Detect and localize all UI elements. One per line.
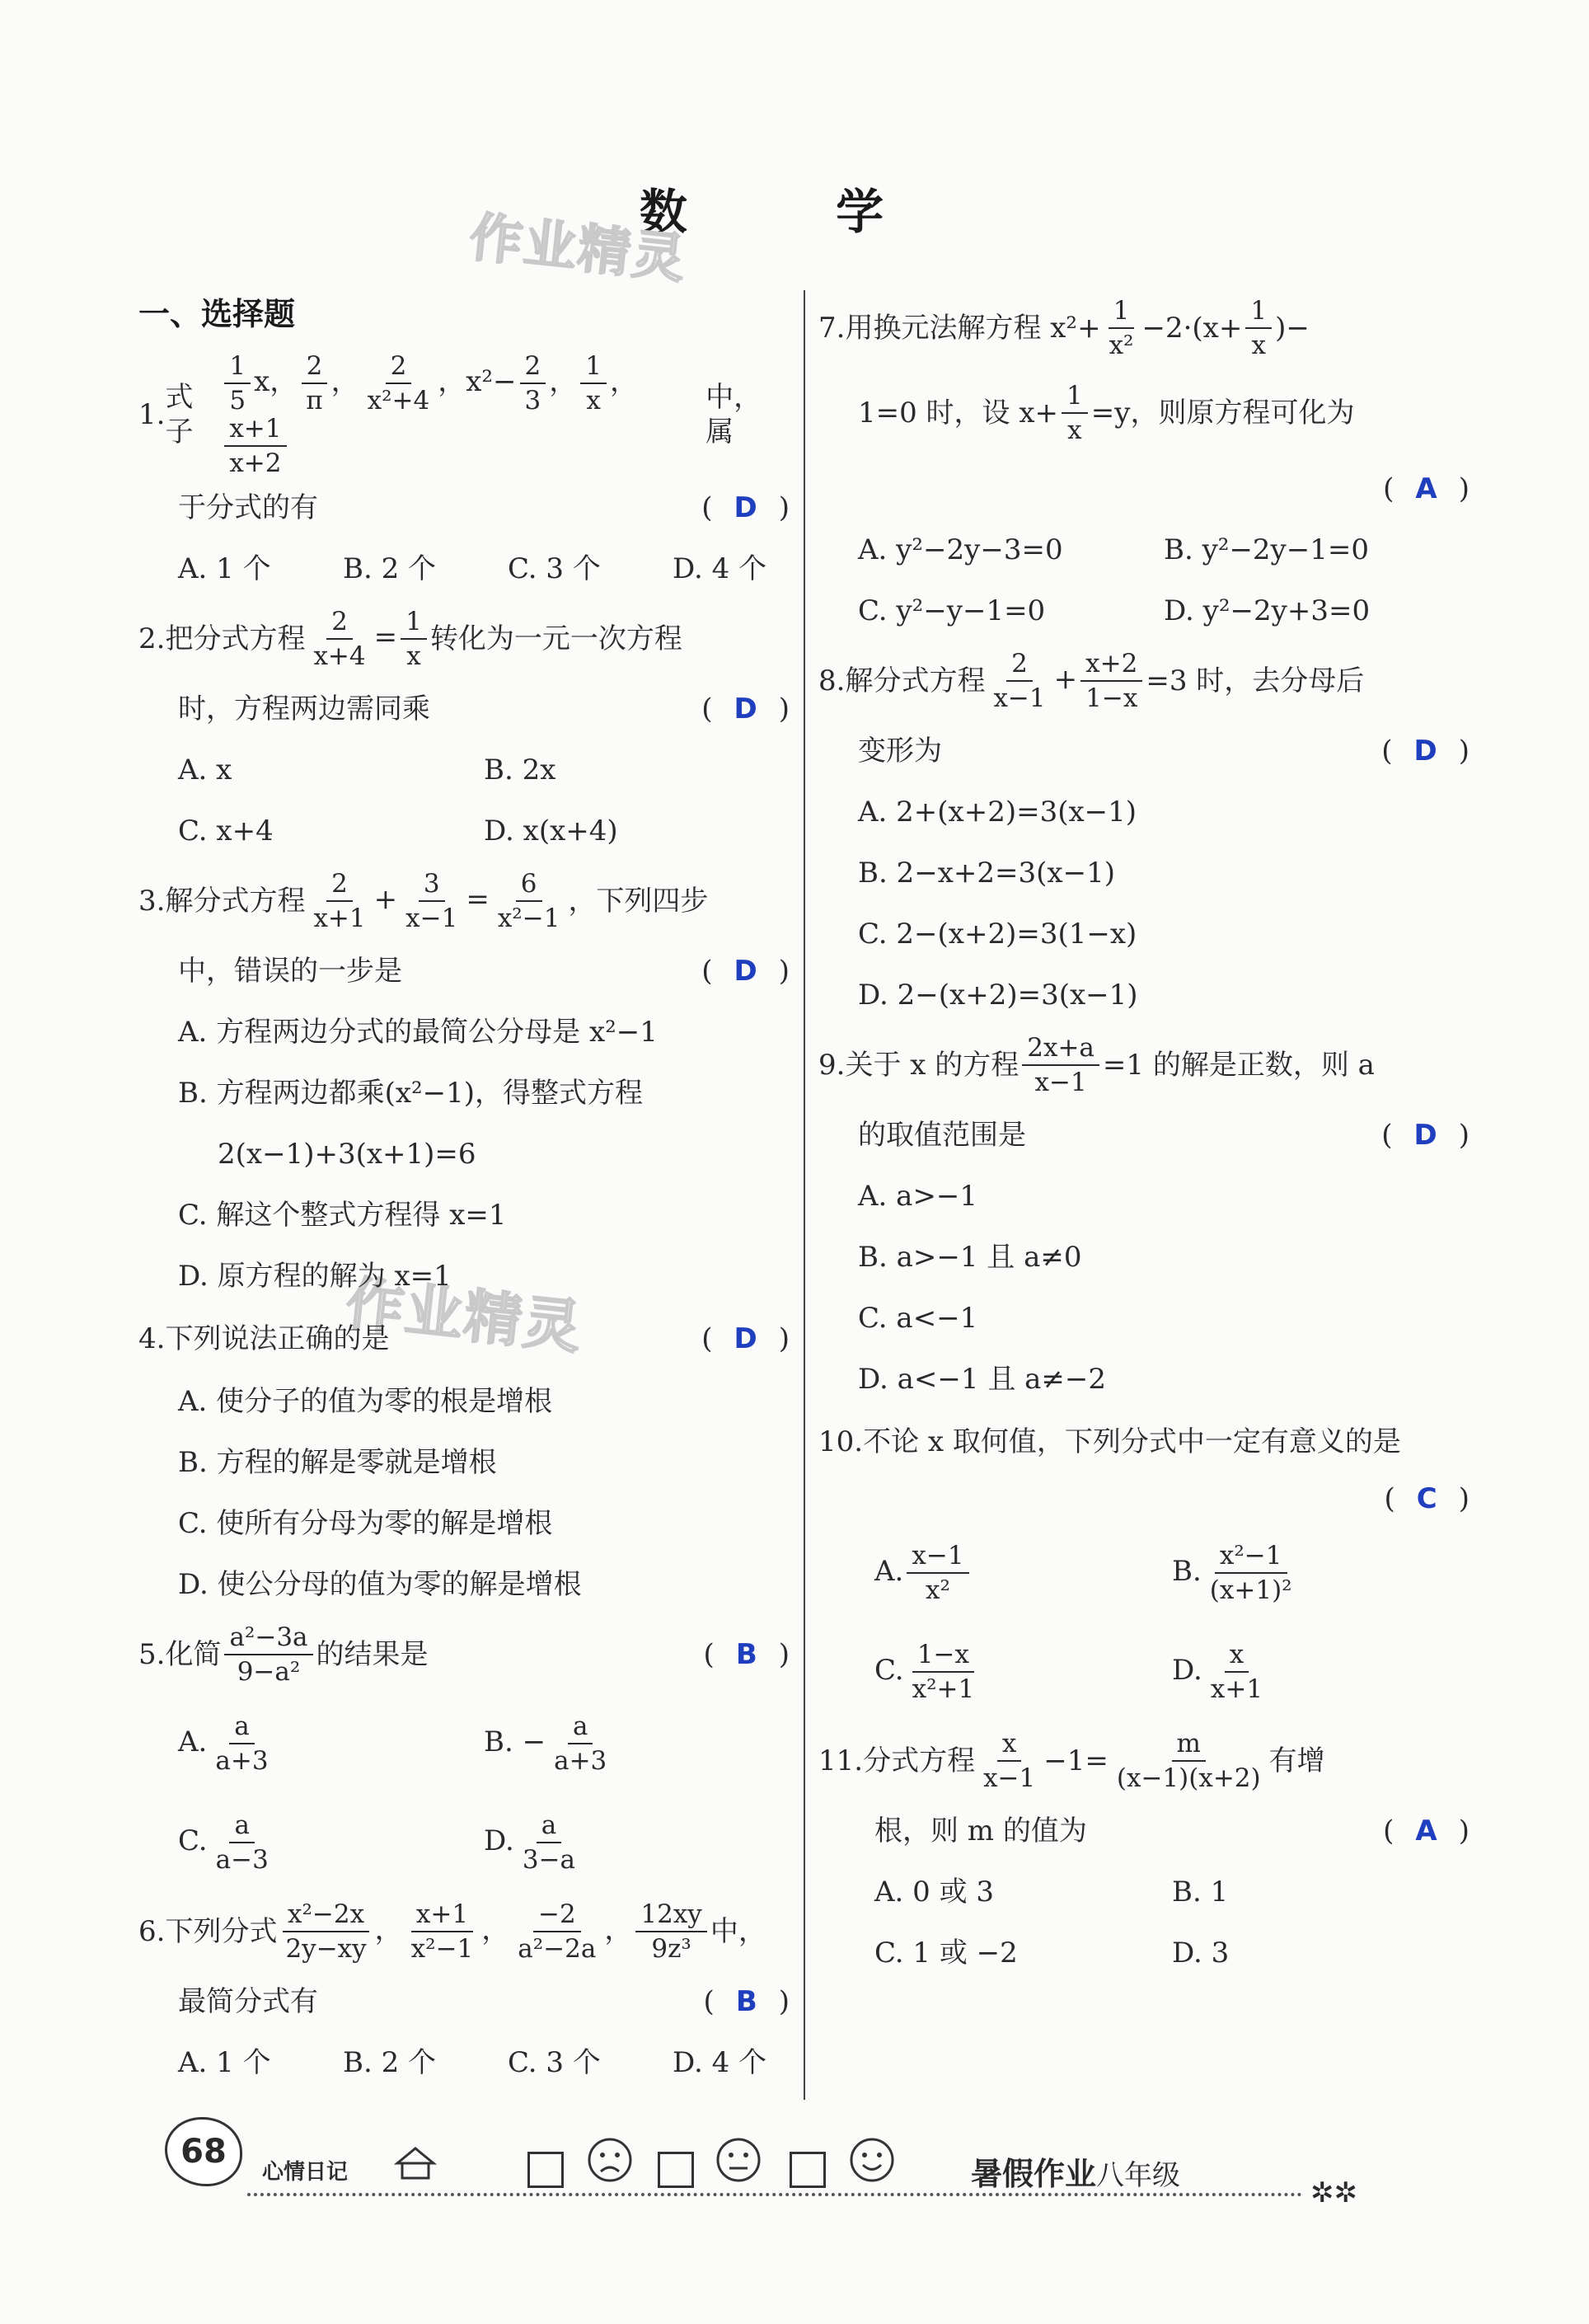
question-stem-line2: 于分式的有	[178, 491, 318, 525]
answer-letter: D	[734, 491, 757, 525]
question-number: 9.	[818, 1048, 846, 1082]
answer-bracket: ( D )	[701, 1322, 790, 1356]
right-column	[818, 289, 1469, 1984]
fraction: $\frac{a}{a+3}$	[554, 1711, 607, 1777]
answer-letter: D	[734, 955, 757, 988]
question-stem-tail: =3 时，去分母后	[1146, 664, 1365, 697]
brand-grade: 八年级	[1096, 2159, 1181, 2192]
question-number: 10.	[818, 1425, 864, 1458]
option-b[interactable]: B. 2x	[484, 754, 556, 787]
question-stem-line2: 的取值范围是	[858, 1118, 1026, 1152]
question-stem-tail: 有增	[1268, 1744, 1325, 1777]
fraction: $\frac{a}{a-3}$	[215, 1810, 269, 1876]
question-stem-tail: )−	[1275, 311, 1310, 345]
fraction: $\frac{2}{x-1}$	[993, 648, 1046, 713]
question-stem-line2: 变形为	[858, 734, 942, 768]
question-stem-mid: −1=	[1043, 1744, 1109, 1777]
fraction: $\frac{1}{x}$	[401, 608, 427, 670]
option-c[interactable]: C. 3 个	[508, 2046, 601, 2080]
option-c[interactable]: C. 解这个整式方程得 x=1	[178, 1199, 507, 1232]
fraction-separator: =	[466, 883, 490, 917]
option-c[interactable]: C. 3 个	[508, 552, 601, 586]
mood-diary-label: 心情日记	[262, 2160, 349, 2185]
watermark-top: 作业精灵	[466, 207, 690, 291]
question-stem-line2: 最简分式有	[178, 1985, 318, 2019]
option-b[interactable]: B. 方程两边都乘(x²−1)，得整式方程	[178, 1077, 644, 1110]
fraction: $\frac{1}{x}$	[580, 352, 607, 415]
question-stem: 解分式方程	[165, 885, 306, 918]
option-a[interactable]: A. x	[178, 754, 232, 787]
question-stem-line2: 1=0 时，设 x+	[858, 396, 1059, 430]
mood-checkbox-happy[interactable]	[790, 2152, 826, 2188]
question-stem-tail: 中，属	[705, 380, 762, 449]
question-stem: 解分式方程	[845, 664, 986, 697]
option-c[interactable]: C. x+4	[178, 815, 274, 848]
answer-letter: D	[734, 693, 757, 726]
fraction: $\frac{2}{\pi}$	[301, 352, 327, 415]
answer-bracket: ( D )	[701, 693, 790, 726]
fraction: $\frac{m}{(x-1)(x+2)}$	[1116, 1728, 1261, 1793]
option-c[interactable]: C. 2−(x+2)=3(1−x)	[858, 917, 1137, 951]
happy-face-icon	[849, 2137, 895, 2183]
fraction: $\frac{1}{x}$	[1062, 382, 1088, 444]
option-a[interactable]: A. 1 个	[178, 552, 271, 586]
question-stem: 不论 x 取何值，下列分式中一定有意义的是	[863, 1425, 1401, 1458]
house-icon	[394, 2145, 437, 2181]
dotted-footer-line	[247, 2193, 1302, 2196]
option-a[interactable]: A. a>−1	[858, 1179, 978, 1213]
answer-bracket: ( B )	[703, 1638, 790, 1672]
fraction: $\frac{3}{x-1}$	[405, 869, 458, 934]
answer-letter: D	[1413, 1118, 1437, 1152]
option-c[interactable]: C. 使所有分母为零的解是增根	[178, 1507, 553, 1541]
option-d[interactable]: D. 2−(x+2)=3(x−1)	[858, 978, 1138, 1012]
question-stem-line2: 时，方程两边需同乘	[178, 693, 430, 726]
question-number: 4.	[138, 1322, 166, 1356]
question-stem-line2-tail: =y，则原方程可化为	[1090, 396, 1355, 430]
fraction: $\frac{2x+a}{x-1}$	[1022, 1034, 1099, 1096]
fraction: $\frac{6}{\text{x²−1}}$	[497, 869, 560, 934]
option-c[interactable]: C. $\frac{1-x}{\text{x²+1}}$	[874, 1641, 1172, 1703]
question-number: 7.	[818, 311, 846, 345]
fraction: $\frac{x-1}{\text{x²}}$	[907, 1542, 968, 1604]
question-number: 3.	[138, 885, 166, 918]
question-stem: 分式方程	[863, 1744, 976, 1777]
option-c[interactable]: C. a<−1	[858, 1301, 978, 1335]
answer-bracket: ( C )	[1384, 1481, 1469, 1515]
option-a[interactable]: A. $\frac{x-1}{\text{x²}}$	[874, 1542, 1172, 1604]
fraction-separator: +	[373, 883, 398, 917]
fraction-separator: ，	[610, 365, 638, 399]
answer-letter: A	[1415, 1814, 1437, 1847]
option-b[interactable]: B. − $\frac{a}{a+3}$	[484, 1712, 790, 1775]
option-d[interactable]: D. 3	[1172, 1936, 1230, 1970]
option-b-continued: 2(x−1)+3(x+1)=6	[218, 1138, 476, 1171]
option-a[interactable]: A. 2+(x+2)=3(x−1)	[858, 795, 1137, 829]
option-b[interactable]: B. y²−2y−1=0	[1164, 533, 1370, 566]
sparkle-icon: ✲✲	[1310, 2176, 1357, 2209]
fraction: $\frac{a}{a+3}$	[215, 1711, 269, 1777]
option-a[interactable]: A. 方程两边分式的最简公分母是 x²−1	[178, 1016, 658, 1049]
option-d[interactable]: D. 使公分母的值为零的解是增根	[178, 1568, 582, 1602]
page-number-badge: 68	[165, 2117, 242, 2186]
option-b[interactable]: B. a>−1 且 a≠0	[858, 1240, 1082, 1274]
fraction: $\frac{\text{a²−3a}}{\text{9−a²}}$	[224, 1623, 312, 1686]
mood-checkbox-neutral[interactable]	[658, 2152, 694, 2188]
question-7	[818, 289, 1469, 641]
fraction-separator: ，x²−	[438, 365, 517, 399]
question-stem: 关于 x 的方程	[845, 1048, 1019, 1082]
fraction: $\frac{12xy}{\text{9z³}}$	[635, 1900, 706, 1963]
answer-letter: A	[1415, 472, 1437, 505]
fraction: $\frac{2}{x+4}$	[313, 607, 366, 672]
fraction-group	[305, 608, 429, 670]
question-4	[138, 1307, 790, 1615]
question-stem-tail: 转化为一元一次方程	[429, 622, 682, 656]
answer-letter: D	[1413, 734, 1437, 768]
fraction-separator: =	[373, 621, 398, 655]
question-stem-tail: =1 的解是正数，则 a	[1102, 1048, 1375, 1082]
option-d[interactable]: D. $\frac{x}{x+1}$	[1172, 1641, 1469, 1703]
fraction: $\frac{a}{3-a}$	[522, 1810, 576, 1876]
option-a[interactable]: A. $\frac{a}{a+3}$	[178, 1712, 484, 1775]
brand-footer	[971, 2148, 1180, 2194]
question-number: 5.	[138, 1638, 166, 1672]
answer-letter: B	[735, 1985, 757, 2019]
question-stem: 下列说法正确的是	[165, 1322, 390, 1356]
option-d[interactable]: D. y²−2y+3=0	[1164, 594, 1371, 627]
fraction-separator: ，	[330, 365, 359, 399]
question-1	[138, 352, 790, 599]
answer-bracket: ( D )	[1381, 734, 1469, 768]
answer-letter: D	[734, 1322, 757, 1356]
fraction: $\frac{\text{x²−2x}}{2y-xy}$	[280, 1900, 371, 1963]
question-stem: 把分式方程	[165, 622, 306, 656]
answer-bracket: ( A )	[1383, 1814, 1469, 1847]
fraction: $\frac{-2}{\text{a²−2a}}$	[518, 1899, 597, 1965]
question-stem: 式子	[165, 380, 194, 449]
sad-face-icon	[587, 2137, 633, 2183]
option-b[interactable]: B. 方程的解是零就是增根	[178, 1446, 497, 1480]
option-c[interactable]: C. 1 或 −2	[874, 1936, 1018, 1970]
question-stem-tail: 中，	[710, 1915, 766, 1949]
question-number: 11.	[818, 1744, 864, 1777]
question-stem: 化简	[165, 1638, 222, 1672]
fraction-separator: ，	[604, 1913, 633, 1947]
question-stem-mid: −2·(x+	[1141, 311, 1243, 345]
option-a[interactable]: A. 1 个	[178, 2046, 271, 2080]
fraction: $\frac{2}{3}$	[520, 352, 546, 415]
option-b[interactable]: B. 1	[1172, 1875, 1229, 1908]
brand-name: 暑假作业	[971, 2156, 1097, 2192]
option-a[interactable]: A. y²−2y−3=0	[858, 533, 1063, 566]
answer-bracket: ( D )	[1381, 1118, 1469, 1152]
fraction: $\frac{\text{x²−1}}{\text{(x+1)²}}$	[1209, 1540, 1292, 1605]
question-number: 8.	[818, 664, 846, 697]
question-10	[818, 1410, 1469, 1721]
answer-bracket: ( D )	[701, 491, 790, 525]
option-b[interactable]: B. 2−x+2=3(x−1)	[858, 856, 1115, 890]
left-column	[138, 289, 790, 2093]
question-8	[818, 641, 1469, 1026]
mood-checkbox-sad[interactable]	[527, 2152, 564, 2188]
answer-bracket: ( B )	[703, 1985, 790, 2019]
fraction: $\frac{1-x}{\text{x²+1}}$	[912, 1639, 975, 1704]
fraction: $\frac{2}{\text{x²+4}}$	[367, 351, 430, 416]
question-3	[138, 862, 790, 1307]
option-a[interactable]: A. 使分子的值为零的根是增根	[178, 1385, 553, 1419]
answer-letter: C	[1416, 1481, 1437, 1515]
option-c[interactable]: C. $\frac{a}{a-3}$	[178, 1811, 484, 1874]
question-5	[138, 1615, 790, 1892]
question-number: 6.	[138, 1915, 166, 1949]
fraction: $\frac{1}{5}$	[224, 352, 251, 415]
fraction-group	[305, 870, 568, 932]
option-d[interactable]: D. 4 个	[673, 2046, 767, 2080]
fraction-separator: ，	[374, 1913, 403, 1947]
question-stem-tail: 的结果是	[316, 1638, 429, 1672]
fraction: $\frac{x+2}{1-x}$	[1080, 650, 1142, 712]
fraction: $\frac{x+1}{\text{x²−1}}$	[410, 1899, 474, 1965]
answer-letter: B	[735, 1638, 757, 1672]
question-stem: 用换元法解方程 x²+	[845, 311, 1101, 345]
question-number: 2.	[138, 622, 166, 656]
option-c[interactable]: C. y²−y−1=0	[858, 594, 1046, 627]
fraction: $\frac{1}{\text{x²}}$	[1109, 295, 1134, 360]
question-number: 1.	[138, 397, 166, 431]
question-11	[818, 1721, 1469, 1984]
fraction-separator: x，	[254, 365, 298, 399]
fraction: $\frac{x+1}{x+2}$	[224, 415, 286, 477]
question-stem-tail: ，下列四步	[568, 885, 709, 918]
answer-bracket: ( A )	[1383, 472, 1469, 505]
option-d[interactable]: D. 4 个	[673, 552, 767, 586]
fraction: $\frac{1}{x}$	[1245, 297, 1272, 359]
fraction-group	[221, 352, 705, 477]
option-d[interactable]: D. $\frac{a}{3-a}$	[484, 1811, 790, 1874]
page-title: 数 学	[639, 184, 950, 240]
fraction-separator: ，	[549, 365, 578, 399]
option-d[interactable]: D. 原方程的解为 x=1	[178, 1260, 452, 1293]
answer-bracket: ( D )	[701, 955, 790, 988]
option-b[interactable]: B. $\frac{\text{x²−1}}{\text{(x+1)²}}$	[1172, 1542, 1469, 1604]
question-9	[818, 1026, 1469, 1410]
section-title: 一、选择题	[138, 296, 296, 332]
option-a[interactable]: A. 0 或 3	[874, 1875, 995, 1908]
fraction-group	[985, 650, 1146, 712]
fraction: $\frac{x}{x-1}$	[983, 1728, 1036, 1793]
fraction: $\frac{x}{x+1}$	[1210, 1639, 1263, 1704]
question-stem: 下列分式	[165, 1915, 278, 1949]
option-b[interactable]: B. 2 个	[343, 2046, 437, 2080]
question-2	[138, 599, 790, 862]
fraction: $\frac{2}{x+1}$	[313, 869, 366, 934]
option-b[interactable]: B. 2 个	[343, 552, 437, 586]
fraction-separator: +	[1053, 663, 1078, 696]
watermark-middle: 作业精灵	[342, 1270, 586, 1362]
question-stem-line2: 中，错误的一步是	[178, 955, 402, 988]
neutral-face-icon	[715, 2137, 762, 2183]
fraction-group	[277, 1900, 710, 1963]
fraction-separator: ，	[481, 1913, 510, 1947]
question-stem-line2: 根，则 m 的值为	[874, 1814, 1087, 1847]
question-6	[138, 1892, 790, 2093]
option-d[interactable]: D. a<−1 且 a≠−2	[858, 1362, 1107, 1396]
option-d[interactable]: D. x(x+4)	[484, 815, 618, 848]
